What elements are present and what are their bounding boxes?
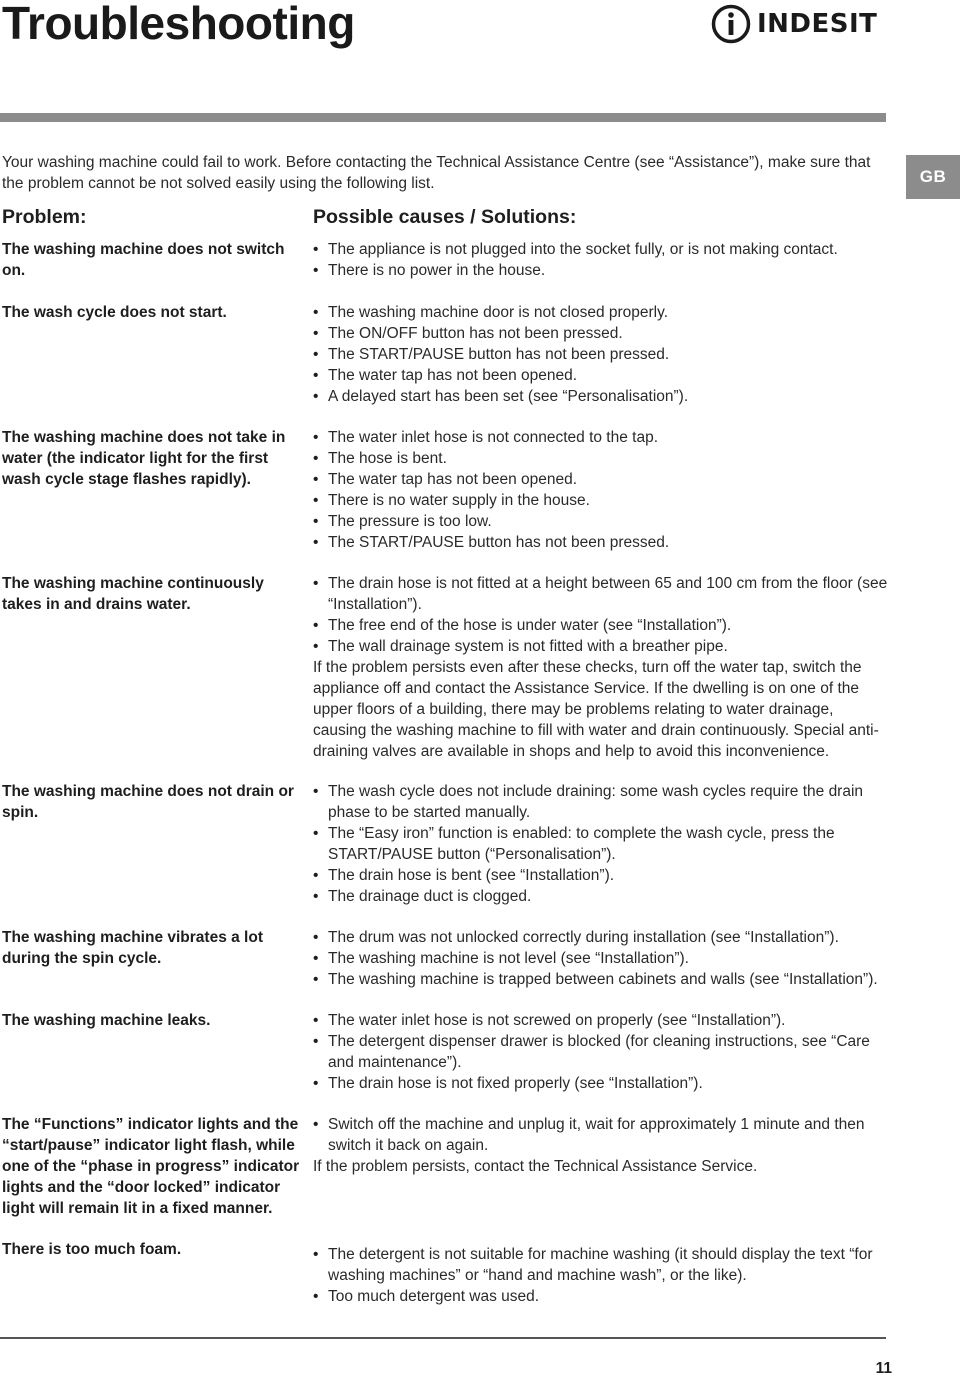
- cause-list: [313, 927, 888, 990]
- footer-divider: [0, 1337, 886, 1339]
- cause-item: • The drain hose is not fixed properly (see “Installation”).: [313, 1073, 888, 1094]
- cause-item: • The hose is bent.: [313, 448, 888, 469]
- language-badge: GB: [906, 155, 960, 199]
- cause-item: • The free end of the hose is under water (see “Installation”).: [313, 615, 888, 636]
- cause-item: • The drum was not unlocked correctly during installation (see “Installation”).: [313, 927, 888, 948]
- cause-item: • The detergent is not suitable for machine washing (it should display the text “for washing machines” or “hand and machine wash”, or the like).: [313, 1244, 888, 1286]
- cause-item: • The water inlet hose is not screwed on properly (see “Installation”).: [313, 1010, 888, 1031]
- cause-item: • Switch off the machine and unplug it, wait for approximately 1 minute and then switch it back on again.: [313, 1114, 888, 1156]
- cause-item: • The drainage duct is clogged.: [313, 886, 888, 907]
- cause-list: [313, 1114, 888, 1156]
- cause-item: • The detergent dispenser drawer is blocked (for cleaning instructions, see “Care and maintenance”).: [313, 1031, 888, 1073]
- cause-list: [313, 427, 888, 553]
- intro-paragraph: Your washing machine could fail to work. Before contacting the Technical Assistance Centre (see “Assistance”), make sure that the problem cannot be not solved easily using the following list.: [2, 154, 871, 192]
- cause-item: • The water tap has not been opened.: [313, 365, 888, 386]
- solution-note: If the problem persists even after these checks, turn off the water tap, switch the appliance off and contact the Assistance Service. If the dwelling is on one of the upper floors of a building, there may be problems relating to water drainage, causing the washing machine to fill with water and drain continuously. Special anti-draining valves are available in shops and help to avoid this inconvenience.: [313, 659, 879, 760]
- cause-list: [313, 302, 888, 407]
- problem-text: The washing machine does not switch on.: [2, 241, 285, 279]
- cause-item: • Too much detergent was used.: [313, 1286, 888, 1307]
- problem-text: The washing machine does not take in water (the indicator light for the first wash cycle stage flashes rapidly).: [2, 429, 286, 488]
- cause-item: • There is no power in the house.: [313, 260, 888, 281]
- cause-list: [313, 781, 888, 907]
- cause-item: • The water tap has not been opened.: [313, 469, 888, 490]
- cause-list: [313, 239, 888, 281]
- cause-item: • The wall drainage system is not fitted with a breather pipe.: [313, 636, 888, 657]
- cause-item: • The START/PAUSE button has not been pressed.: [313, 344, 888, 365]
- problem-text: There is too much foam.: [2, 1241, 182, 1258]
- solution-note: If the problem persists, contact the Technical Assistance Service.: [313, 1158, 758, 1175]
- cause-list: [313, 1244, 888, 1307]
- header-divider: [0, 113, 886, 122]
- problem-text: The washing machine continuously takes in and drains water.: [2, 575, 264, 613]
- brand-name: INDESIT: [757, 9, 878, 39]
- cause-item: • The washing machine is trapped between cabinets and walls (see “Installation”).: [313, 969, 888, 990]
- page-title: Troubleshooting: [2, 0, 355, 49]
- page-number: 11: [875, 1360, 892, 1377]
- problem-text: The “Functions” indicator lights and the “start/pause” indicator light flash, while one of the “phase in progress” indicator lights and the “door locked” indicator light will remain lit in a fixed manner.: [2, 1116, 300, 1217]
- solutions-cell: [313, 927, 888, 990]
- cause-item: • The washing machine is not level (see “Installation”).: [313, 948, 888, 969]
- cause-list: [313, 573, 888, 657]
- cause-item: • A delayed start has been set (see “Personalisation”).: [313, 386, 888, 407]
- cause-item: • The drain hose is bent (see “Installation”).: [313, 865, 888, 886]
- problem-text: The washing machine leaks.: [2, 1012, 211, 1029]
- indesit-logo-icon: [711, 4, 751, 44]
- problem-text: The washing machine vibrates a lot during the spin cycle.: [2, 929, 263, 967]
- cause-item: • The ON/OFF button has not been pressed.: [313, 323, 888, 344]
- cause-item: • The water inlet hose is not connected to the tap.: [313, 427, 888, 448]
- solutions-column-heading: Possible causes / Solutions:: [313, 206, 577, 228]
- cause-item: • The drain hose is not fitted at a height between 65 and 100 cm from the floor (see “Installation”).: [313, 573, 888, 615]
- cause-item: • The START/PAUSE button has not been pressed.: [313, 532, 888, 553]
- cause-item: • There is no water supply in the house.: [313, 490, 888, 511]
- cause-list: [313, 1010, 888, 1094]
- solutions-cell: [313, 573, 888, 762]
- cause-item: • The wash cycle does not include draining: some wash cycles require the drain phase to be started manually.: [313, 781, 888, 823]
- cause-item: • The pressure is too low.: [313, 511, 888, 532]
- brand-logo: [711, 2, 877, 46]
- solutions-cell: [313, 781, 888, 907]
- solutions-cell: [313, 427, 888, 553]
- solutions-cell: [313, 1114, 888, 1177]
- solutions-cell: [313, 1010, 888, 1094]
- problem-text: The wash cycle does not start.: [2, 304, 227, 321]
- solutions-cell: [313, 239, 888, 281]
- solutions-cell: [313, 302, 888, 407]
- problem-column-heading: Problem:: [2, 206, 87, 228]
- cause-item: • The “Easy iron” function is enabled: to complete the wash cycle, press the START/PAUSE button (“Personalisation”).: [313, 823, 888, 865]
- cause-item: • The washing machine door is not closed properly.: [313, 302, 888, 323]
- cause-item: • The appliance is not plugged into the socket fully, or is not making contact.: [313, 239, 888, 260]
- solutions-cell: [313, 1244, 888, 1307]
- problem-text: The washing machine does not drain or spin.: [2, 783, 294, 821]
